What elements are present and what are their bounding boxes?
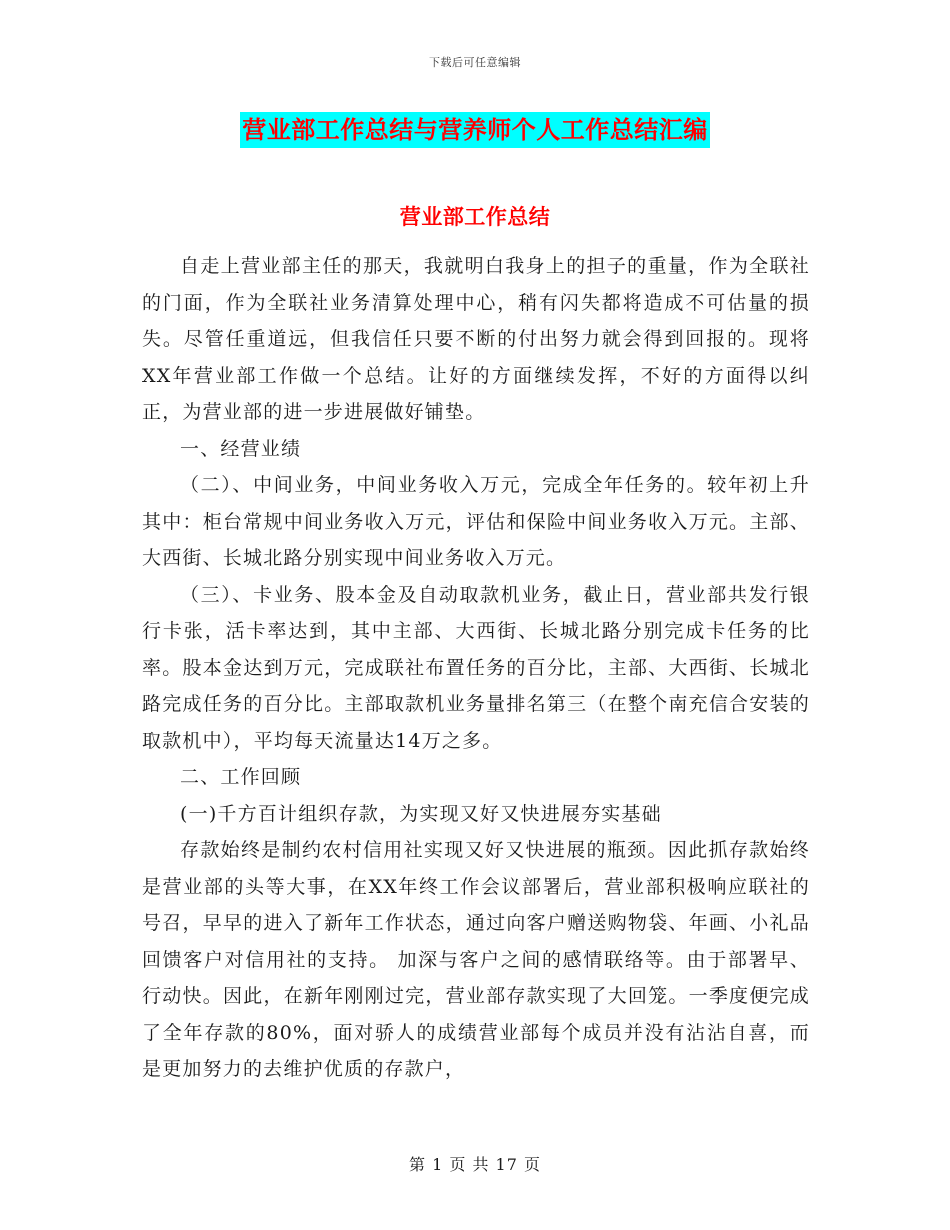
document-main-title: 营业部工作总结与营养师个人工作总结汇编 [240, 112, 710, 148]
paragraph-intermediate-business: （二）、中间业务，中间业务收入万元，完成全年任务的。较年初上升其中：柜台常规中间业务收入万元，评估和保险中间业务收入万元。主部、 大西街、长城北路分别实现中间业务收入万元。 [142, 474, 810, 569]
paragraph-card-business: （三）、卡业务、股本金及自动取款机业务，截止日，营业部共发行银行卡张，活卡率达到，其中主部、大西街、长城北路分别完成卡任务的比率。股本金达到万元，完成联社布置任务的百分比，主部、大西街、长城北路完成任务的百分比。主部取款机业务量排名第三（在整个南充信合安装的取款机中），平均每天流量达14万之多。 [142, 583, 810, 752]
section-title: 营业部工作总结 [399, 204, 551, 229]
heading-work-review: 二、工作回顾 [180, 766, 302, 788]
paragraph-intro: 自走上营业部主任的那天，我就明白我身上的担子的重量，作为全联社的门面，作为全联社业务清算处理中心，稍有闪失都将造成不可估量的损失。尽管任重道远，但我信任只要不断的付出努力就会得到回报的。现将XX年营业部工作做一个总结。让好的方面继续发挥，不好的方面得以纠正，为营业部的进一步进展做好铺垫。 [142, 255, 810, 423]
document-body [142, 248, 810, 1088]
page-header-note: 下载后可任意编辑 [429, 56, 521, 69]
heading-business-performance: 一、经营业绩 [180, 437, 302, 460]
subheading-deposits: (一)千方百计组织存款，为实现又好又快进展夯实基础 [180, 802, 662, 825]
page-number: 第 1 页 共 17 页 [409, 1155, 541, 1174]
paragraph-deposits: 存款始终是制约农村信用社实现又好又快进展的瓶颈。因此抓存款始终是营业部的头等大事，在XX年终工作会议部署后，营业部积极响应联社的号召，早早的进入了新年工作状态，通过向客户赠送购物袋、年画、小礼品回馈客户对信用社的支持。 加深与客户之间的感情联络等。由于部署早、行动快。因此，在新年刚刚过完，营业部存款实现了大回笼。一季度便完成了全年存款的80%，面对骄人的成绩营业部每个成员并没有沾沾自喜，而是更加努力的去维护优质的存款户， [142, 839, 810, 1080]
main-title-container [0, 112, 950, 148]
